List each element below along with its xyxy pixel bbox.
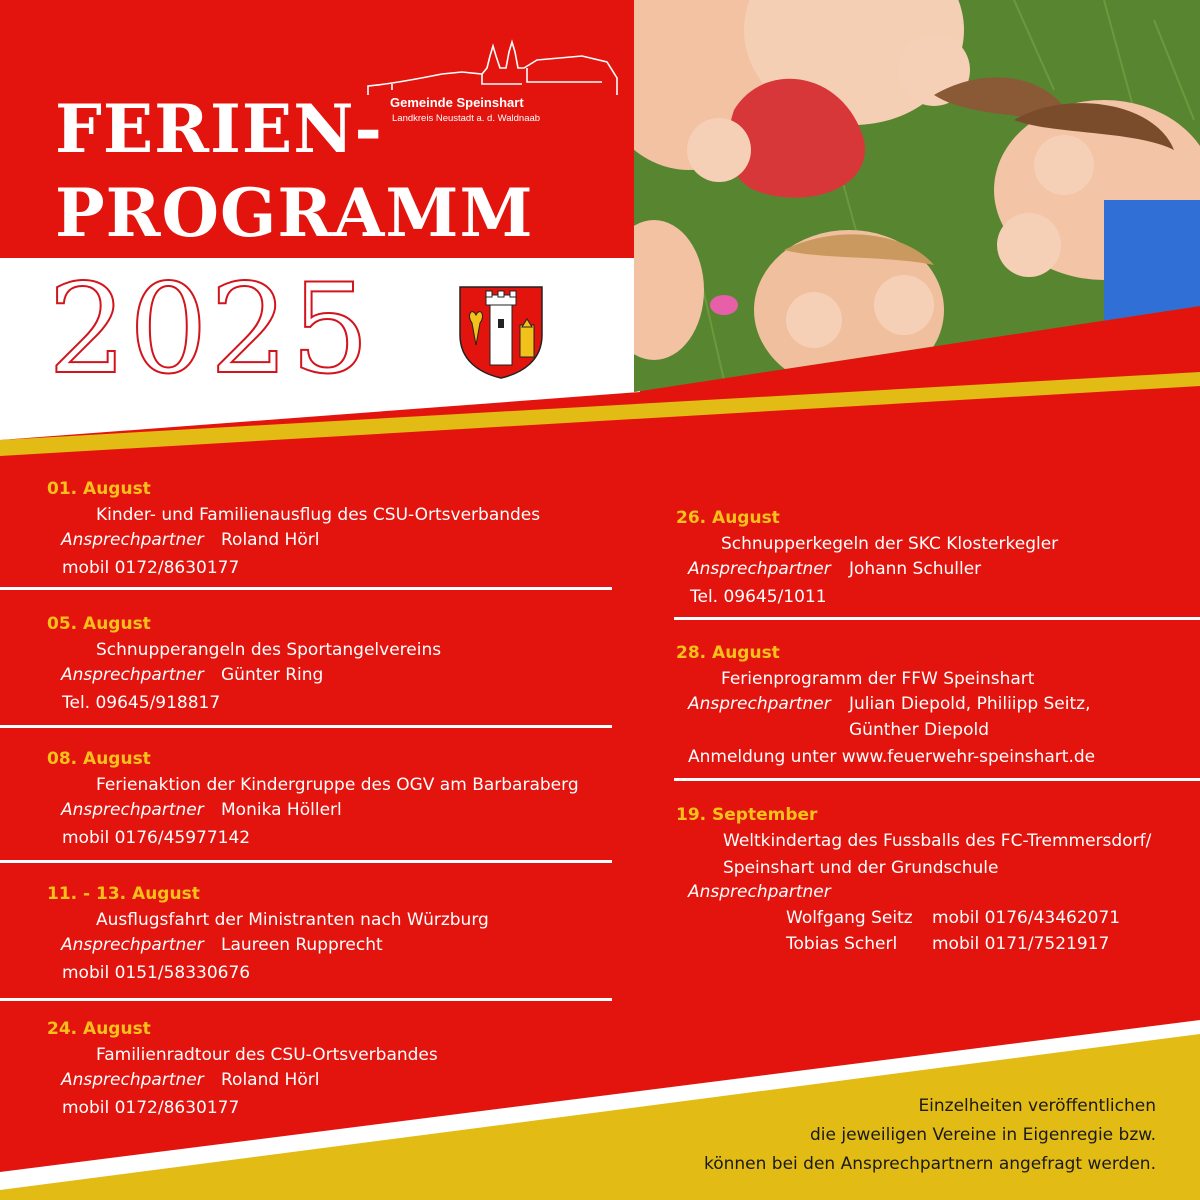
event-title: Familienradtour des CSU-Ortsverbandes (96, 1045, 438, 1065)
divider (0, 998, 612, 1001)
contact-name: Wolfgang Seitz (786, 908, 913, 928)
event-title: Ausflugsfahrt der Ministranten nach Würzburg (96, 910, 489, 930)
contact-name: Günter Ring (221, 665, 324, 685)
contact-name: Monika Höllerl (221, 800, 342, 820)
contact-name: Roland Hörl (221, 1070, 320, 1090)
event-date: 01. August (47, 479, 151, 499)
title-line-1: FERIEN- (55, 90, 383, 168)
event-title: Schnupperangeln des Sportangelvereins (96, 640, 442, 660)
contact-label: Ansprechpartner (61, 665, 204, 685)
contact-label: Ansprechpartner (688, 882, 831, 902)
footer-line: können bei den Ansprechpartnern angefragt werden. (703, 1154, 1156, 1174)
footer-note (704, 1092, 1156, 1179)
contact-phone: mobil 0172/8630177 (62, 558, 240, 578)
footer-line: Einzelheiten veröffentlichen (918, 1096, 1156, 1116)
divider (0, 725, 612, 728)
contact-phone: Tel. 09645/918817 (62, 693, 221, 713)
contact-label: Ansprechpartner (61, 935, 204, 955)
contact-name: Tobias Scherl (786, 934, 898, 954)
event-date: 28. August (676, 643, 780, 663)
contact-label: Ansprechpartner (61, 1070, 204, 1090)
contact-name: Johann Schuller (849, 559, 982, 579)
coat-of-arms-icon (458, 285, 544, 380)
event-title: Weltkindertag des Fussballs des FC-Tremmersdorf/ (723, 831, 1152, 851)
registration-link: Anmeldung unter www.feuerwehr-speinshart.de (688, 747, 1096, 767)
contact-name: Laureen Rupprecht (221, 935, 383, 955)
logo-name: Gemeinde Speinshart (390, 95, 524, 110)
footer-line: die jeweiligen Vereine in Eigenregie bzw. (809, 1125, 1156, 1145)
event-date: 08. August (47, 749, 151, 769)
title-year: 2025 (48, 258, 372, 402)
event-title: Kinder- und Familienausflug des CSU-Ortsverbandes (96, 505, 541, 525)
contact-label: Ansprechpartner (688, 559, 831, 579)
contact-name: Roland Hörl (221, 530, 320, 550)
event-title-2: Speinshart und der Grundschule (723, 858, 999, 878)
contact-phone: mobil 0172/8630177 (62, 1098, 240, 1118)
event-date: 24. August (47, 1019, 151, 1039)
contact-phone: mobil 0151/58330676 (62, 963, 251, 983)
divider (674, 617, 1200, 620)
event-title: Schnupperkegeln der SKC Klosterkegler (721, 534, 1059, 554)
contact-name-2: Günther Diepold (849, 720, 989, 740)
event-title: Ferienaktion der Kindergruppe des OGV am Barbaraberg (96, 775, 579, 795)
event-date: 05. August (47, 614, 151, 634)
divider (674, 778, 1200, 781)
contact-label: Ansprechpartner (61, 800, 204, 820)
event-date: 11. - 13. August (47, 884, 200, 904)
event-date: 19. September (676, 805, 818, 825)
contact-name: Julian Diepold, Philiipp Seitz, (849, 694, 1091, 714)
contact-phone: mobil 0176/45977142 (62, 828, 251, 848)
logo-subtitle: Landkreis Neustadt a. d. Waldnaab (392, 113, 541, 124)
contact-label: Ansprechpartner (688, 694, 831, 714)
contact-phone: Tel. 09645/1011 (690, 587, 827, 607)
event-date: 26. August (676, 508, 780, 528)
contact-phone: mobil 0171/7521917 (932, 934, 1110, 954)
divider (0, 587, 612, 590)
title-line-2: PROGRAMM (55, 174, 534, 252)
contact-label: Ansprechpartner (61, 530, 204, 550)
contact-phone: mobil 0176/43462071 (932, 908, 1121, 928)
divider (0, 860, 612, 863)
children-photo (634, 0, 1200, 392)
event-title: Ferienprogramm der FFW Speinshart (721, 669, 1035, 689)
